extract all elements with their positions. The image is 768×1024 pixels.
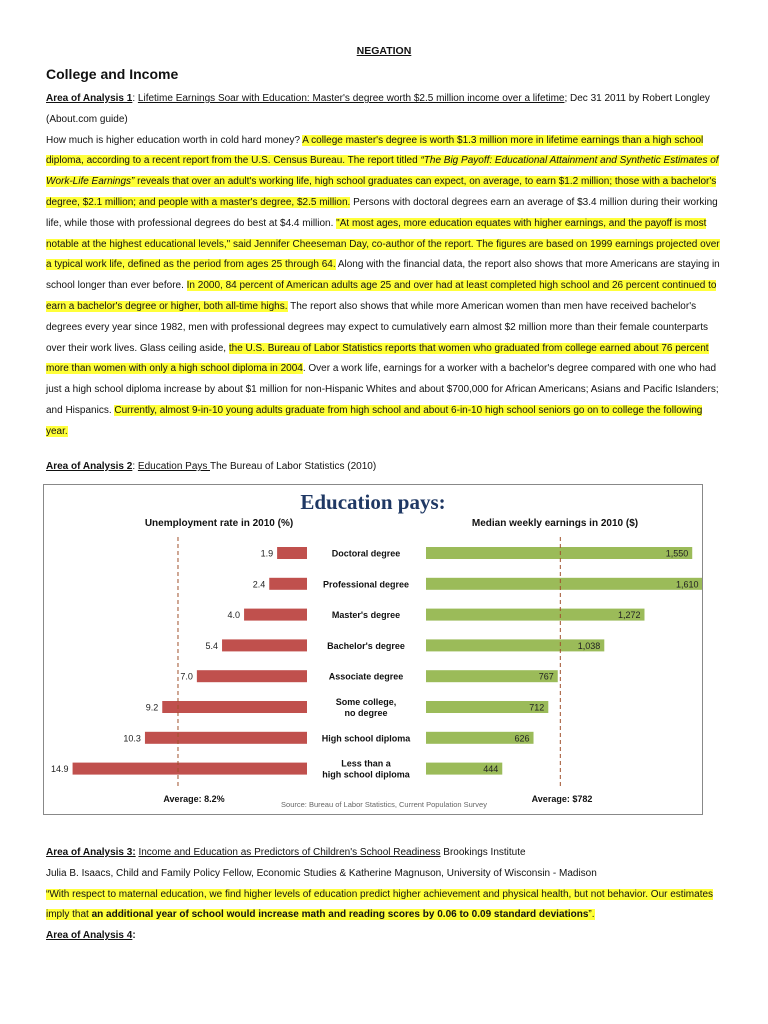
earnings-value-label: 626 <box>514 733 530 744</box>
category-label: Doctoral degree <box>331 548 401 559</box>
highlight-span: "At most ages, more education equates with higher earnings, and the payoff is most notable at the highest educational levels," said Jennifer Cheeseman Day, co-author of the report. The figures are based on 1999 earnings projected over a typical work life, defined as the period from ages 25 through 64. <box>46 217 720 271</box>
earnings-bar <box>426 547 692 559</box>
unemployment-value-label: 5.4 <box>205 640 219 651</box>
chart-svg <box>44 485 702 814</box>
text-span: How much is higher education worth in cold hard money? <box>46 134 303 146</box>
analysis-1-paragraph: Area of Analysis 1: Lifetime Earnings Soar with Education: Master's degree worth $2.5 million income over a lifetime; Dec 31 2011 by Robert Longley (About.com guide) How much is higher education worth in cold hard money? A college master's degree is worth $1.3 million more in lifetime earnings than a high school diploma, according to a recent report from the U.S. Census Bureau. The report titled “The Big Payoff: Educational Attainment and Synthetic Estimates of Work-Life Earnings” reveals that over an adult's working life, high school graduates can expect, on average, to earn $1.2 million; those with a bachelor's degree, $2.1 million; and people with a master's degree, $2.5 million. Persons with doctoral degrees earn an average of $3.4 million during their working life, while those with professional degrees do best at $4.4 million. "At most ages, more education equates with higher earnings, and the payoff is most notable at the highest educational levels," said Jennifer Cheeseman Day, co-author of the report. The figures are based on 1999 earnings projected over a typical work life, defined as the period from ages 25 through 64. Along with the financial data, the report also shows that more Americans are staying in school longer than ever before. In 2000, 84 percent of American adults age 25 and over had at least completed high school and 26 percent continued to earn a bachelor's degree or higher, both all-time highs. The report also shows that while more American women than men have received bachelor's degrees every year since 1982, men with professional degrees may expect to cumulatively earn almost $2 million more than their female counterparts over their work lives. Glass ceiling aside, the U.S. Bureau of Labor Statistics reports that women who graduated from college earned about 76 percent more than women with only a high school diploma in 2004. Over a work life, earnings for a worker with a bachelor's degree compared with one who had just a high school diploma increase by about $1 million for non-Hispanic Whites and about $700,000 for African Americans; Asians and Pacific Islanders; and Hispanics. Currently, almost 9-in-10 young adults graduate from high school and about 6-in-10 high school seniors go on to college the following year. <box>46 93 720 437</box>
analysis-3-authors: Julia B. Isaacs, Child and Family Policy Fellow, Economic Studies & Katherine Magnuson, University of Wisconsin - Madison <box>46 867 597 879</box>
text-span: Persons with doctoral degrees earn an average of $3.4 million during their working life, while those with professional degrees do best at $4.4 million. <box>46 196 718 229</box>
unemployment-average-label: Average: 8.2% <box>163 794 225 804</box>
analysis-1-source: ; Dec 31 2011 by Robert Longley (About.com guide) <box>46 93 710 125</box>
unemployment-bar <box>277 547 307 559</box>
unemployment-bar <box>197 670 307 682</box>
analysis-3-title: Income and Education as Predictors of Children's School Readiness <box>138 847 441 858</box>
unemployment-bar <box>244 609 307 621</box>
category-label: high school diploma <box>322 769 410 780</box>
analysis-3-quote <box>46 889 713 921</box>
unemployment-bar <box>269 578 307 590</box>
unemployment-value-label: 2.4 <box>252 579 266 590</box>
unemployment-bar <box>222 639 307 651</box>
highlight-span: the U.S. Bureau of Labor Statistics reports that women who graduated from college earned about 76 percent more than women with only a high school diploma in 2004 <box>46 342 709 375</box>
highlight-text: A college master's degree is worth $1.3 million more in lifetime earnings than a high school diploma, according to a recent report from the U.S. Census Bureau. The report titled <box>46 134 704 167</box>
text-span: The report also shows that while more American women than men have received bachelor's degrees every year since 1982, men with professional degrees may expect to cumulatively earn almost $2 million more than their female counterparts over their work lives. Glass ceiling aside, <box>46 300 708 354</box>
text-span: Along with the financial data, the report also shows that more Americans are staying in school longer than ever before. <box>46 259 720 292</box>
analysis-1-title: Lifetime Earnings Soar with Education: Master's degree worth $2.5 million income over a lifetime <box>137 93 565 104</box>
highlight-span: In 2000, 84 percent of American adults age 25 and over had at least completed high school and 26 percent continued to earn a bachelor's degree or higher, both all-time highs. <box>46 280 717 312</box>
earnings-value-label: 1,038 <box>577 640 601 651</box>
quote-end: ”. <box>588 909 595 921</box>
highlight-span: Currently, almost 9-in-10 young adults graduate from high school and about 6-in-10 high school seniors go on to college the following year. <box>46 404 703 437</box>
earnings-value-label: 712 <box>529 702 545 713</box>
category-label: Master's degree <box>331 610 401 621</box>
earnings-value-label: 767 <box>538 671 554 682</box>
unemployment-value-label: 10.3 <box>123 733 141 744</box>
highlight-text: reveals that over an adult's working life, high school graduates can expect, on average, to earn $1.2 million; those with a bachelor's degree, $2.1 million; and people with a master's degree, $2.5 million. <box>46 176 717 208</box>
analysis-3-block <box>46 843 722 947</box>
chart-marks <box>51 537 702 787</box>
quote-bold: an additional year of school would increase math and reading scores by 0.06 to 0.09 standard deviations <box>91 909 589 921</box>
earnings-value-label: 1,610 <box>676 579 699 590</box>
chart-title: Education pays: <box>300 490 446 514</box>
category-label: Bachelor's degree <box>327 640 405 651</box>
category-label: High school diploma <box>321 733 411 744</box>
unemployment-value-label: 4.0 <box>227 610 241 621</box>
unemployment-bar <box>73 763 307 775</box>
quote-text: “With respect to maternal education, we find higher levels of education predict higher achievement and physical health, but not behavior. Our estimates imply that <box>46 888 714 921</box>
earnings-bar <box>426 609 644 621</box>
unemployment-value-label: 9.2 <box>145 702 159 713</box>
category-label: Professional degree <box>322 579 410 590</box>
analysis-1-label: Area of Analysis 1 <box>46 93 133 104</box>
unemployment-bar <box>145 732 307 744</box>
right-panel-title: Median weekly earnings in 2010 ($) <box>471 518 639 529</box>
analysis-4-label: Area of Analysis 4 <box>46 930 133 942</box>
analysis-2-label: Area of Analysis 2 <box>46 461 133 472</box>
category-label: Less than a <box>341 758 391 769</box>
unemployment-value-label: 14.9 <box>51 764 69 775</box>
report-title-italic: “The Big Payoff: Educational Attainment and Synthetic Estimates of Work-Life Earnings” <box>46 155 719 188</box>
category-label: Some college, <box>335 697 397 707</box>
category-label: no degree <box>344 708 388 718</box>
document-title: NEGATION <box>356 45 412 57</box>
section-heading: College and Income <box>46 66 179 82</box>
unemployment-value-label: 1.9 <box>260 548 274 559</box>
text-span: . Over a work life, earnings for a worker with a bachelor's degree compared with one who had just a high school diploma increase by about $1 million for non-Hispanic Whites and about $700,000 for African Americans; Asians and Pacific Islanders; and Hispanics. <box>46 363 719 416</box>
analysis-4-colon: : <box>132 930 136 942</box>
earnings-value-label: 444 <box>483 764 499 775</box>
education-pays-chart <box>43 484 703 815</box>
analysis-2-source: The Bureau of Labor Statistics (2010) <box>210 461 377 472</box>
analysis-2-line: Area of Analysis 2: Education Pays The Bureau of Labor Statistics (2010) <box>46 461 377 472</box>
analysis-3-label: Area of Analysis 3: <box>46 847 136 858</box>
earnings-bar <box>426 578 702 590</box>
earnings-average-label: Average: $782 <box>531 794 593 804</box>
earnings-value-label: 1,550 <box>665 548 689 559</box>
category-label: Associate degree <box>328 671 404 682</box>
chart-source: Source: Bureau of Labor Statistics, Current Population Survey <box>281 800 487 809</box>
left-panel-title: Unemployment rate in 2010 (%) <box>144 518 294 529</box>
unemployment-bar <box>162 701 307 713</box>
earnings-value-label: 1,272 <box>617 610 641 621</box>
unemployment-value-label: 7.0 <box>180 671 193 682</box>
analysis-3-source: Brookings Institute <box>440 847 526 858</box>
analysis-2-title: Education Pays <box>137 461 210 472</box>
